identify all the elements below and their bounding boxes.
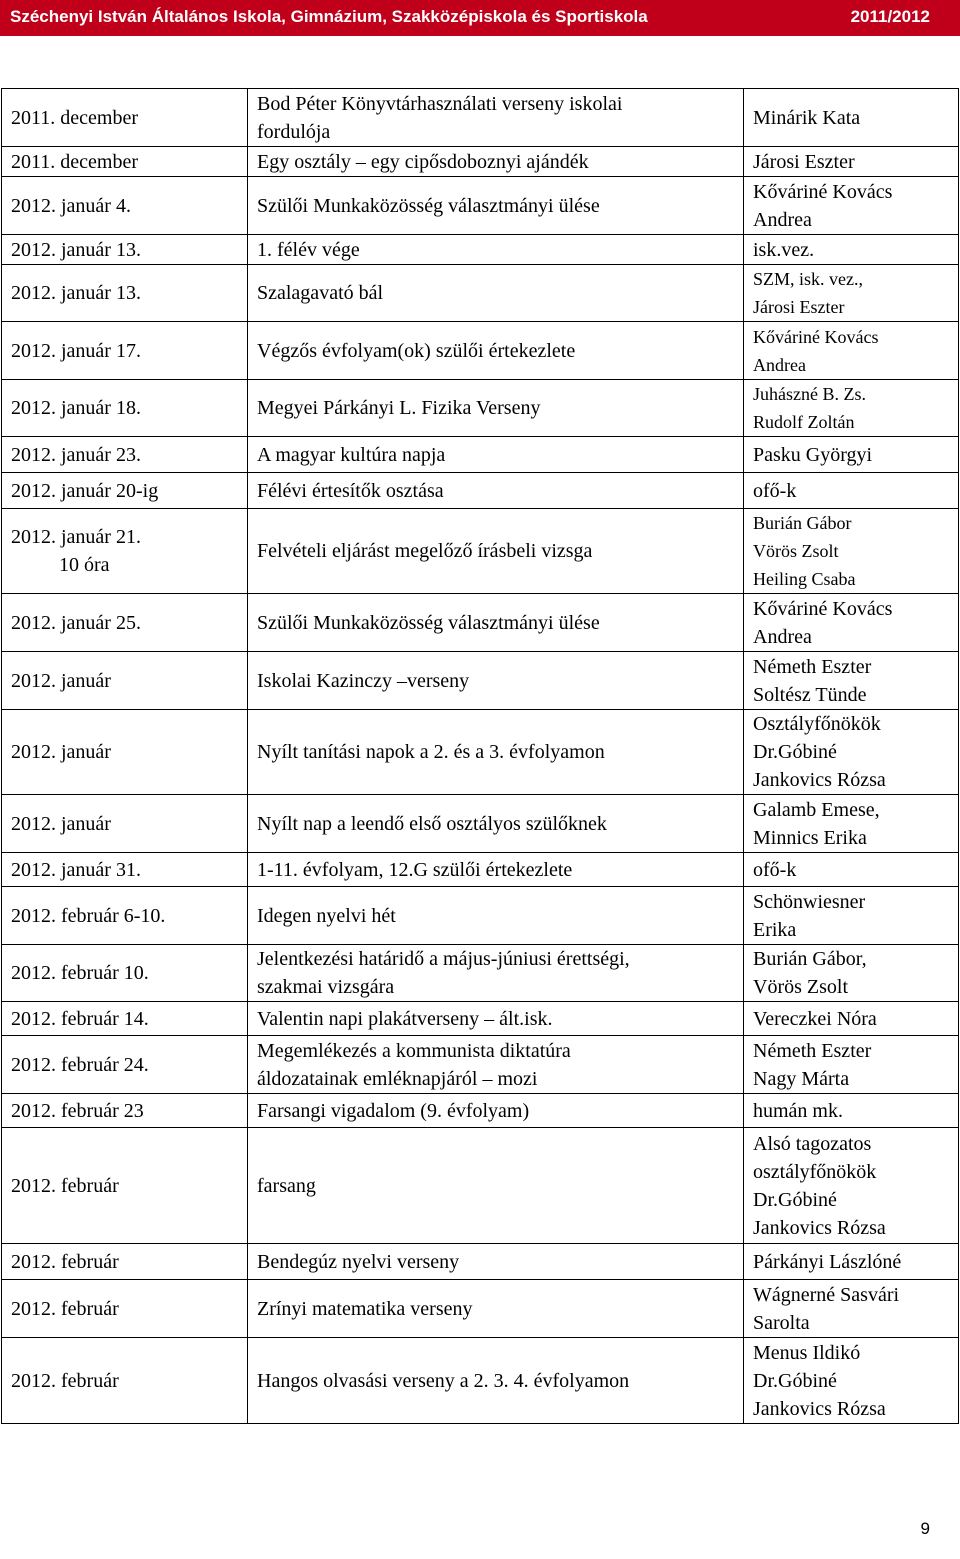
table-row [2,652,959,710]
date-cell [2,594,248,652]
date-cell [2,795,248,853]
event-date: 2012. február [11,1369,119,1392]
responsible-cell [744,1094,959,1128]
event-name: Bod Péter Könyvtárhasználati verseny iskolai [257,92,623,115]
event-name: Jelentkezési határidő a május-júniusi érettségi, [257,948,630,970]
event-name: Egy osztály – egy cipősdoboznyi ajándék [257,150,589,173]
responsible-person: Rudolf Zoltán [753,412,855,432]
event-date: 2012. január [11,669,111,692]
event-name: Idegen nyelvi hét [257,904,396,927]
event-cell [248,1338,744,1424]
event-date: 2012. február [11,1174,119,1197]
responsible-cell [744,509,959,594]
responsible-person: Wágnerné Sasvári [753,1283,900,1306]
responsible-person: Vörös Zsolt [753,541,839,561]
responsible-person: Erika [753,918,797,941]
event-name: Félévi értesítők osztása [257,479,444,502]
responsible-person: Minnics Erika [753,826,867,849]
event-date: 2012. február 6-10. [11,904,166,927]
responsible-person: osztályfőnökök [753,1160,877,1183]
event-name: szakmai vizsgára [257,976,395,998]
responsible-person: Schönwiesner [753,890,866,913]
date-cell [2,853,248,887]
event-name: Szülői Munkaközösség választmányi ülése [257,611,600,634]
responsible-person: Osztályfőnökök [753,713,881,735]
date-cell [2,652,248,710]
table-row [2,235,959,265]
event-cell [248,1002,744,1036]
event-date: 2012. január 17. [11,339,141,362]
event-cell [248,473,744,509]
date-cell [2,265,248,322]
event-date: 2012. január 21. [11,526,141,548]
event-date: 2012. január 25. [11,611,141,634]
responsible-cell [744,1244,959,1280]
responsible-person: Járosi Eszter [753,297,845,317]
event-date: 2012. január [11,741,111,763]
date-cell [2,509,248,594]
responsible-person: Jankovics Rózsa [753,769,886,791]
event-name: farsang [257,1174,316,1197]
event-name: Felvételi eljárást megelőző írásbeli vizsga [257,540,593,562]
event-date: 2012. január 13. [11,238,141,261]
event-name: áldozatainak emléknapjáról – mozi [257,1067,538,1090]
responsible-person: Vörös Zsolt [753,976,848,998]
date-cell [2,1094,248,1128]
table-row [2,1280,959,1338]
event-name: Megemlékezés a kommunista diktatúra [257,1039,571,1062]
responsible-cell [744,1338,959,1424]
event-cell [248,887,744,945]
event-date: 2012. február 23 [11,1099,144,1122]
event-cell [248,853,744,887]
date-cell [2,945,248,1002]
responsible-person: ofő-k [753,479,797,502]
event-date: 2012. január 18. [11,397,141,419]
responsible-person: Kőváriné Kovács [753,326,879,347]
event-name: Zrínyi matematika verseny [257,1297,473,1320]
event-cell [248,380,744,437]
responsible-person: Minárik Kata [753,106,861,129]
date-cell [2,1280,248,1338]
responsible-person: Jankovics Rózsa [753,1216,886,1239]
page-number: 9 [920,1519,930,1538]
responsible-cell [744,887,959,945]
event-cell [248,235,744,265]
event-date: 2011. december [11,106,138,129]
event-name: fordulója [257,120,331,143]
responsible-cell [744,945,959,1002]
responsible-person: Burián Gábor, [753,948,867,970]
table-row [2,853,959,887]
table-row [2,437,959,473]
event-cell [248,437,744,473]
responsible-person: Andrea [753,625,812,648]
date-cell [2,89,248,147]
event-name: Nyílt tanítási napok a 2. és a 3. évfolyamon [257,741,605,763]
table-row [2,1244,959,1280]
event-name: 1. félév vége [257,238,360,261]
event-name: Hangos olvasási verseny a 2. 3. 4. évfolyamon [257,1369,630,1392]
responsible-person: Kőváriné Kovács [753,597,893,620]
schedule-body [2,89,959,1424]
date-cell [2,1036,248,1094]
responsible-person: Jankovics Rózsa [753,1397,886,1420]
table-row [2,1002,959,1036]
table-row [2,594,959,652]
event-cell [248,177,744,235]
responsible-person: Pasku Györgyi [753,443,873,466]
date-cell [2,437,248,473]
event-cell [248,795,744,853]
event-time: 10 óra [59,554,110,576]
responsible-cell [744,89,959,147]
responsible-person: Dr.Góbiné [753,1369,837,1392]
responsible-cell [744,265,959,322]
table-row [2,1036,959,1094]
date-cell [2,147,248,177]
event-cell [248,1128,744,1244]
responsible-cell [744,322,959,380]
responsible-cell [744,147,959,177]
event-date: 2012. február 10. [11,962,149,984]
date-cell [2,1002,248,1036]
responsible-cell [744,853,959,887]
event-name: Szülői Munkaközösség választmányi ülése [257,194,600,217]
responsible-cell [744,795,959,853]
date-cell [2,1128,248,1244]
event-cell [248,265,744,322]
table-row [2,710,959,795]
event-date: 2012. február [11,1250,119,1273]
event-cell [248,652,744,710]
responsible-person: Párkányi Lászlóné [753,1250,902,1273]
table-row [2,1128,959,1244]
table-row [2,1094,959,1128]
responsible-cell [744,437,959,473]
school-year: 2011/2012 [850,7,930,26]
date-cell [2,322,248,380]
responsible-cell [744,652,959,710]
table-row [2,380,959,437]
date-cell [2,1244,248,1280]
event-name: Nyílt nap a leendő első osztályos szülőknek [257,812,607,835]
event-name: 1-11. évfolyam, 12.G szülői értekezlete [257,858,573,881]
responsible-person: Andrea [753,208,812,231]
responsible-person: Dr.Góbiné [753,1188,837,1211]
event-name: Bendegúz nyelvi verseny [257,1250,460,1273]
responsible-person: isk.vez. [753,238,815,261]
event-name: Iskolai Kazinczy –verseny [257,669,470,692]
responsible-person: Soltész Tünde [753,683,867,706]
responsible-person: Sarolta [753,1311,810,1334]
responsible-cell [744,594,959,652]
document-header [0,0,960,36]
table-row [2,89,959,147]
responsible-person: Járosi Eszter [753,150,855,173]
responsible-person: Menus Ildikó [753,1341,861,1364]
responsible-person: Kőváriné Kovács [753,180,893,203]
date-cell [2,1338,248,1424]
event-cell [248,1244,744,1280]
responsible-person: ofő-k [753,858,797,881]
date-cell [2,235,248,265]
event-cell [248,509,744,594]
responsible-person: Alsó tagozatos [753,1132,872,1155]
responsible-person: Németh Eszter [753,655,872,678]
responsible-cell [744,710,959,795]
date-cell [2,887,248,945]
date-cell [2,473,248,509]
responsible-cell [744,177,959,235]
event-name: A magyar kultúra napja [257,443,446,466]
table-row [2,1338,959,1424]
event-cell [248,1094,744,1128]
date-cell [2,710,248,795]
responsible-cell [744,1280,959,1338]
table-row [2,147,959,177]
responsible-cell [744,1128,959,1244]
event-schedule-table [1,88,959,1424]
responsible-person: Galamb Emese, [753,798,880,821]
responsible-person: humán mk. [753,1099,843,1122]
responsible-person: Dr.Góbiné [753,741,837,763]
event-date: 2012. január 13. [11,282,141,304]
event-date: 2012. február 14. [11,1007,149,1030]
responsible-person: Vereczkei Nóra [753,1007,877,1030]
event-name: Megyei Párkányi L. Fizika Verseny [257,397,541,419]
event-date: 2012. február [11,1297,119,1320]
responsible-cell [744,1036,959,1094]
event-date: 2011. december [11,150,138,173]
event-date: 2012. január 23. [11,443,141,466]
event-cell [248,710,744,795]
school-name: Széchenyi István Általános Iskola, Gimnázium, Szakközépiskola és Sportiskola [10,7,648,26]
event-cell [248,89,744,147]
date-cell [2,380,248,437]
event-date: 2012. február 24. [11,1053,149,1076]
responsible-cell [744,235,959,265]
date-cell [2,177,248,235]
event-date: 2012. január 4. [11,194,131,217]
event-name: Valentin napi plakátverseny – ált.isk. [257,1007,553,1030]
event-cell [248,322,744,380]
table-row [2,509,959,594]
event-date: 2012. január [11,812,111,835]
event-date: 2012. január 20-ig [11,479,159,502]
event-name: Szalagavató bál [257,282,384,304]
event-cell [248,1280,744,1338]
table-row [2,473,959,509]
event-cell [248,1036,744,1094]
responsible-person: Nagy Márta [753,1067,850,1090]
table-row [2,177,959,235]
responsible-person: Juhászné B. Zs. [753,384,866,404]
responsible-cell [744,380,959,437]
event-date: 2012. január 31. [11,858,141,881]
event-cell [248,945,744,1002]
event-cell [248,594,744,652]
table-row [2,887,959,945]
event-name: Végzős évfolyam(ok) szülői értekezlete [257,339,576,362]
responsible-cell [744,1002,959,1036]
table-row [2,322,959,380]
event-name: Farsangi vigadalom (9. évfolyam) [257,1099,530,1122]
responsible-person: SZM, isk. vez., [753,269,863,289]
table-row [2,795,959,853]
responsible-person: Németh Eszter [753,1039,872,1062]
table-row [2,945,959,1002]
responsible-person: Andrea [753,354,806,375]
responsible-person: Heiling Csaba [753,569,856,589]
event-cell [248,147,744,177]
table-row [2,265,959,322]
responsible-cell [744,473,959,509]
responsible-person: Burián Gábor [753,513,852,533]
